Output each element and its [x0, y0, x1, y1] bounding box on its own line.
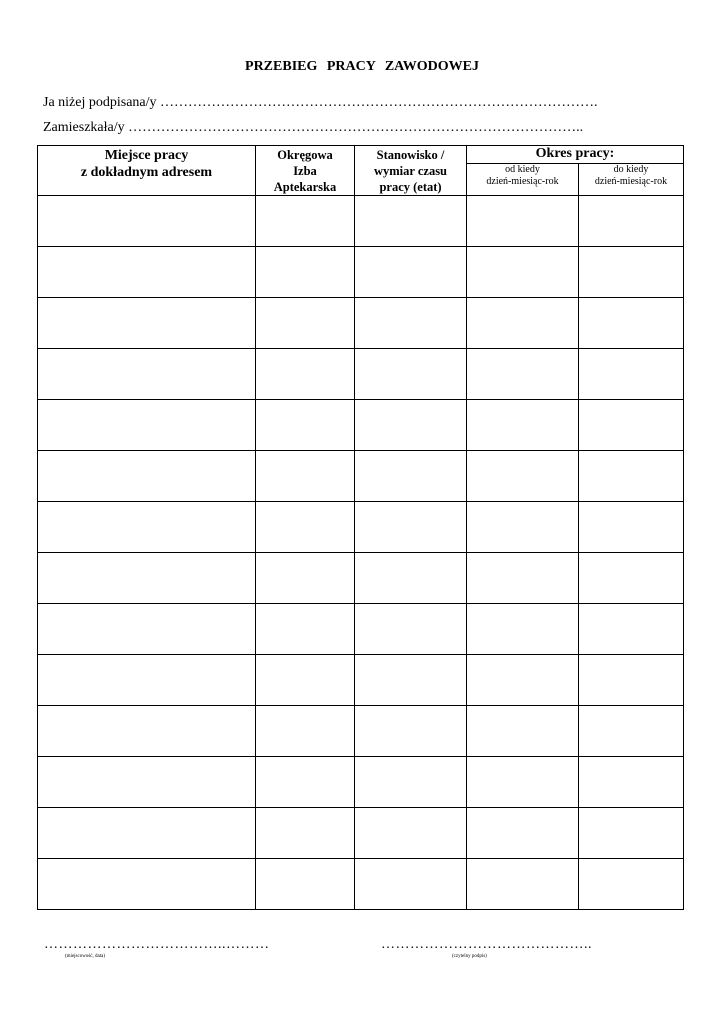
table-cell[interactable]	[355, 553, 467, 604]
table-cell[interactable]	[355, 604, 467, 655]
address-line: Zamieszkała/y ……………………………………………………………………………………..	[43, 120, 584, 135]
table-cell[interactable]	[579, 451, 684, 502]
table-cell[interactable]	[355, 655, 467, 706]
table-cell[interactable]	[467, 604, 579, 655]
table-cell[interactable]	[38, 247, 256, 298]
table-cell[interactable]	[579, 298, 684, 349]
table-cell[interactable]	[579, 349, 684, 400]
table-cell[interactable]	[467, 451, 579, 502]
place-date-line: ………………………………..………	[44, 937, 270, 952]
table-cell[interactable]	[38, 502, 256, 553]
table-cell[interactable]	[38, 859, 256, 910]
table-cell[interactable]	[355, 349, 467, 400]
table-row	[38, 400, 684, 451]
table-cell[interactable]	[38, 604, 256, 655]
header-from-line1: od kiedy	[505, 164, 540, 176]
table-row	[38, 349, 684, 400]
table-cell[interactable]	[256, 808, 355, 859]
header-chamber-line2: Izba	[293, 164, 317, 178]
table-row	[38, 298, 684, 349]
table-row	[38, 757, 684, 808]
table-cell[interactable]	[467, 349, 579, 400]
table-row	[38, 808, 684, 859]
header-period: Okres pracy:	[467, 146, 684, 164]
table-cell[interactable]	[38, 451, 256, 502]
signature-line: ……………………………………..	[381, 937, 592, 952]
table-cell[interactable]	[256, 349, 355, 400]
table-cell[interactable]	[38, 400, 256, 451]
table-cell[interactable]	[355, 196, 467, 247]
header-to-line2: dzień-miesiąc-rok	[594, 176, 668, 188]
table-cell[interactable]	[256, 400, 355, 451]
table-cell[interactable]	[38, 706, 256, 757]
header-position-line3: pracy (etat)	[379, 180, 442, 194]
header-position-line1: Stanowisko /	[376, 148, 445, 162]
table-row	[38, 859, 684, 910]
table-cell[interactable]	[467, 553, 579, 604]
table-cell[interactable]	[355, 451, 467, 502]
table-cell[interactable]	[579, 706, 684, 757]
header-from-line2: dzień-miesiąc-rok	[486, 176, 559, 188]
table-cell[interactable]	[38, 808, 256, 859]
header-from	[467, 164, 579, 196]
header-chamber-line3: Aptekarska	[273, 180, 337, 194]
table-cell[interactable]	[467, 400, 579, 451]
table-cell[interactable]	[467, 808, 579, 859]
table-cell[interactable]	[579, 859, 684, 910]
table-cell[interactable]	[355, 808, 467, 859]
table-cell[interactable]	[467, 298, 579, 349]
header-to-line1: do kiedy	[613, 164, 649, 176]
page-title: PRZEBIEG PRACY ZAWODOWEJ	[245, 59, 479, 74]
table-row	[38, 502, 684, 553]
table-cell[interactable]	[467, 196, 579, 247]
table-cell[interactable]	[256, 553, 355, 604]
table-cell[interactable]	[256, 859, 355, 910]
table-cell[interactable]	[579, 808, 684, 859]
table-cell[interactable]	[256, 655, 355, 706]
table-cell[interactable]	[256, 451, 355, 502]
table-cell[interactable]	[355, 502, 467, 553]
table-cell[interactable]	[38, 553, 256, 604]
table-cell[interactable]	[467, 757, 579, 808]
place-date-caption: (miejscowość, data)	[65, 954, 105, 959]
header-workplace	[38, 146, 256, 196]
table-cell[interactable]	[467, 247, 579, 298]
header-chamber	[256, 146, 355, 196]
table-cell[interactable]	[38, 655, 256, 706]
table-cell[interactable]	[467, 655, 579, 706]
header-workplace-line1: Miejsce pracy	[104, 148, 189, 163]
table-cell[interactable]	[256, 298, 355, 349]
header-position-line2: wymiar czasu	[373, 164, 448, 178]
table-row	[38, 451, 684, 502]
table-cell[interactable]	[256, 604, 355, 655]
table-cell[interactable]	[38, 196, 256, 247]
table-cell[interactable]	[256, 502, 355, 553]
table-row	[38, 247, 684, 298]
header-workplace-line2: z dokładnym adresem	[80, 165, 213, 180]
header-to	[579, 164, 684, 196]
table-cell[interactable]	[579, 502, 684, 553]
table-row	[38, 196, 684, 247]
table-cell[interactable]	[38, 298, 256, 349]
table-cell[interactable]	[579, 757, 684, 808]
table-cell[interactable]	[355, 859, 467, 910]
table-row	[38, 655, 684, 706]
table-cell[interactable]	[355, 400, 467, 451]
table-cell[interactable]	[38, 349, 256, 400]
table-cell[interactable]	[256, 757, 355, 808]
table-cell[interactable]	[579, 655, 684, 706]
signatory-name-line: Ja niżej podpisana/y ………………………………………………………………………………….	[43, 95, 598, 110]
table-cell[interactable]	[579, 553, 684, 604]
table-cell[interactable]	[355, 757, 467, 808]
table-cell[interactable]	[467, 502, 579, 553]
table-row	[38, 604, 684, 655]
signature-caption: (czytelny podpis)	[452, 954, 487, 959]
table-cell[interactable]	[355, 247, 467, 298]
table-cell[interactable]	[467, 706, 579, 757]
table-cell[interactable]	[355, 706, 467, 757]
table-cell[interactable]	[579, 196, 684, 247]
table-cell[interactable]	[579, 604, 684, 655]
table-cell[interactable]	[579, 247, 684, 298]
work-history-table	[37, 145, 684, 910]
table-cell[interactable]	[38, 757, 256, 808]
table-cell[interactable]	[467, 859, 579, 910]
table-cell[interactable]	[579, 400, 684, 451]
header-chamber-line1: Okręgowa	[277, 148, 333, 162]
table-cell[interactable]	[256, 196, 355, 247]
table-cell[interactable]	[355, 298, 467, 349]
table-cell[interactable]	[256, 247, 355, 298]
table-row	[38, 706, 684, 757]
table-row	[38, 553, 684, 604]
header-position	[355, 146, 467, 196]
table-body	[38, 196, 684, 910]
table-cell[interactable]	[256, 706, 355, 757]
